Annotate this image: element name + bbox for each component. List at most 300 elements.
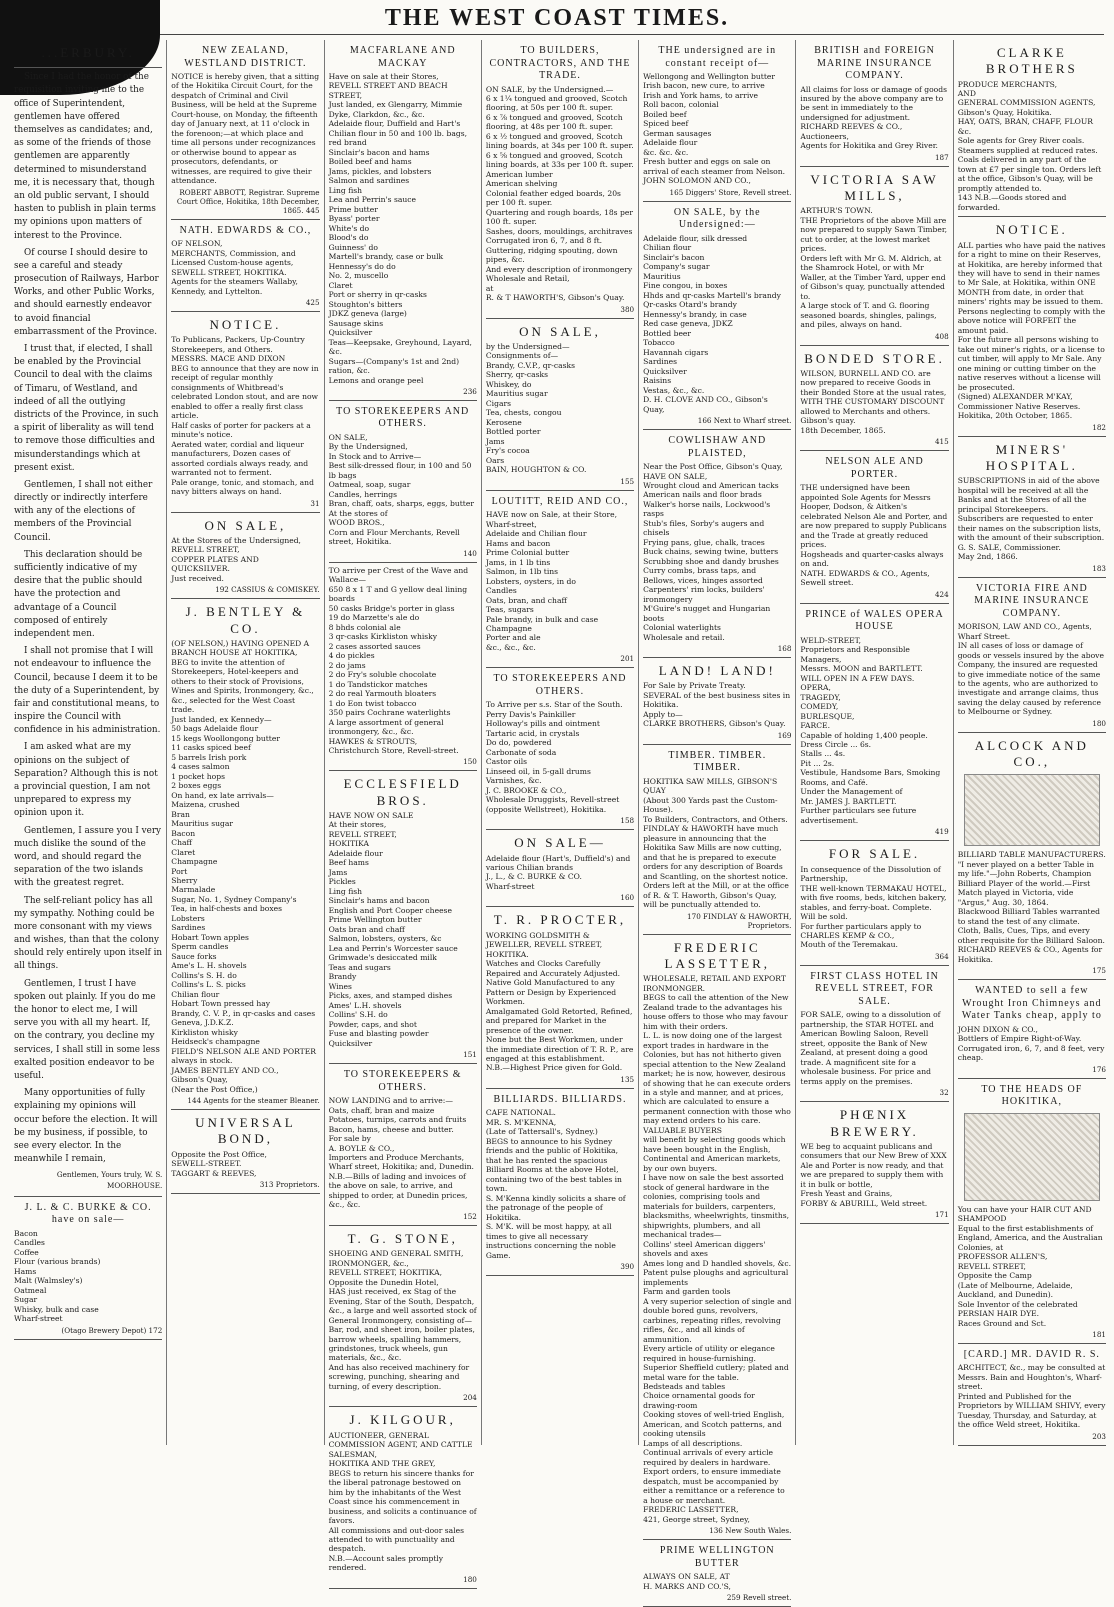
ad-line: FREDERIC LASSETTER, (643, 1505, 739, 1515)
ad-line: N.B.—Bills of lading and invoices of the above on sale, to arrive, and shipped to order, at Dunedin prices, &c., &c. (328, 1171, 468, 1210)
ad-line: Lamps of all descriptions. (643, 1438, 743, 1448)
ad-signature: 380 (620, 304, 635, 314)
ad-signature: 259 Revell street. (726, 1593, 792, 1603)
ad-signature: 180 (463, 1574, 477, 1584)
ad-title: ON SALE, by the Undersigned:— (673, 206, 761, 231)
ad-line: Wholesale and Retail, (485, 274, 570, 284)
ad-line: Prime Wellington butter (328, 915, 422, 925)
ad-signature: 166 Next to Wharf street. (697, 416, 792, 426)
advertisement (486, 907, 634, 1089)
ad-line: Wrought cloud and American tacks (643, 480, 779, 490)
ad-line: Sashes, doors, mouldings, architraves (485, 226, 633, 236)
ad-line: Porter and ale (485, 633, 541, 643)
ad-title: ON SALE, (519, 323, 601, 339)
ad-line: Candles, herrings (328, 489, 398, 499)
ad-line: THE Proprietors of the above Mill are now prepared to supply Sawn Timber, cut to order, at the lowest market prices. (800, 215, 948, 254)
ad-signature: 203 (1092, 1431, 1106, 1441)
ad-line: Lea and Perrin's Worcester sauce (328, 943, 458, 953)
advertisement (800, 841, 948, 966)
advertisement (171, 599, 319, 1110)
ad-line: Ame's L. H. shovels (171, 961, 247, 971)
ad-title: ALCOCK AND CO., (974, 737, 1089, 770)
ad-line: BRANCH HOUSE AT HOKITIKA, (171, 648, 298, 658)
advertisement (329, 771, 477, 1064)
ad-line: Proprietors and Responsible Managers, (800, 645, 910, 664)
ad-line: 6 x 1¼ tongued and grooved, Scotch flooring, at 50s per 100 ft. super. (485, 93, 628, 113)
ad-line: VALUABLE BUYERS (643, 1125, 722, 1135)
advertisement (958, 980, 1106, 1078)
billiard-engraving (964, 774, 1100, 846)
ad-signature: 135 (620, 1074, 635, 1084)
ad-line: Chilian flour (171, 989, 220, 999)
advertisement (958, 40, 1106, 217)
ad-line: Bottled porter (485, 427, 541, 437)
ad-line: Chilian flour (643, 243, 692, 253)
ad-line: American lumber (485, 169, 553, 179)
advertisement (171, 220, 319, 312)
ad-title: ON SALE— (514, 835, 606, 851)
advertisement (643, 1540, 791, 1607)
ad-line: Brandy, C. V. P., in qr-casks and cases (171, 1008, 316, 1018)
ad-line: 143 N.B.—Goods stored and forwarded. (957, 193, 1067, 212)
ad-title: ON SALE, (204, 517, 287, 533)
ad-line: will benefit by selecting goods which have been bought in the English, Continental and American markets, by our own buyers. (643, 1135, 786, 1173)
ad-line: A large assortment of general ironmongery, &c., &c. (328, 717, 444, 737)
ad-title: UNIVERSAL BOND, (195, 1115, 296, 1147)
ad-line: 4 do pickles (328, 651, 375, 661)
ad-line: Bedsteads and tables (643, 1382, 726, 1391)
ad-line: Martell's brandy, case or bulk (328, 252, 444, 262)
ad-signature: 415 (934, 437, 949, 447)
ad-signature: 313 Proprietors. (259, 1180, 320, 1190)
ad-line: 2 do real Yarmouth bloaters (328, 689, 437, 699)
ad-line: FINDLAY & HAWORTH have much pleasure in announcing that the Hokitika Saw Mills are now cutting, and that he is prepared to execute orders for any description of Boards and Scantling, on the shortest notice. (643, 824, 788, 881)
ad-signature: 31 (310, 498, 320, 508)
ad-title: FREDERIC LASSETTER, (664, 939, 770, 971)
ad-line: 1 do Eon twist tobacco (328, 698, 417, 708)
ad-line: 15 kegs Woollongong butter (171, 733, 280, 743)
advertisement (958, 1344, 1106, 1446)
ad-line: Steamers supplied at reduced rates. Coals delivered in any part of the town at £7 per single ton. Orders left at the office, Gibson's Quay, will be promptly attended to. (957, 145, 1102, 193)
ad-line: R. & T HAWORTH'S, Gibson's Quay. (485, 293, 625, 303)
ad-line: TAGGART & REEVES, (171, 1168, 257, 1178)
ad-line: FORBY & ABURILL, Weld street. (800, 1198, 928, 1208)
ad-signature: 152 (463, 1211, 477, 1221)
ad-line: Cooking stoves of well-tried English, American, and Scotch patterns, and cooking utensils (643, 1410, 785, 1439)
ad-line: Since I had the honor of the requisition inviting me to the office of Superintendent, gentlemen have offered themselves as candidates; and, as some of the friends of those gentlemen are apparently determined to misunderstand me, it is necessary that, though an old public servant, I should hasten to publish in plain terms my opinions upon matters of interest to the Province. (14, 72, 156, 241)
ad-line: RICHARD REEVES & CO., Auctioneers, (800, 122, 903, 141)
advertisement (171, 312, 319, 512)
ad-line: Export orders, to ensure immediate despatch, must be accompanied by either a remittance or a reference to a house or merchant. (643, 1467, 785, 1505)
ad-line: Colonial waterlights (643, 623, 721, 633)
ad-line: (Late of Tattersall's, Sydney.) (485, 1127, 598, 1137)
ad-line: At their stores, (328, 820, 387, 830)
ad-line: Wharf-street (485, 881, 535, 891)
ad-signature: 390 (620, 1262, 635, 1272)
ad-line: Christchurch Store, Revell-street. (328, 746, 459, 755)
ad-line: Adelaide flour (643, 138, 698, 148)
ad-line: 11 casks spiced beef (171, 743, 251, 753)
ad-line: Of course I should desire to see a careful and steady prosecution of Railways, Harbor Works, and other Public Works, and should earnestly endeavor to avoid financial embarrassment of the Province. (14, 247, 159, 337)
ad-title: NOTICE. (995, 222, 1068, 238)
ad-title: MINERS' HOSPITAL. (985, 441, 1078, 473)
ad-line: Tobacco (643, 338, 675, 348)
advertisement (486, 668, 634, 830)
ad-line: BILLIARD TABLE MANUFACTURERS. (957, 850, 1106, 860)
ad-line: WHOLESALE, RETAIL AND EXPORT IRONMONGER. (643, 974, 786, 993)
ad-line: Fine congou, in boxes (643, 281, 728, 291)
ad-line: CHARLES KEMP & CO., (800, 930, 895, 940)
ad-signature: 175 (1092, 966, 1106, 976)
ad-signature: 160 (620, 893, 635, 903)
ad-line: Just landed, ex Kennedy— (171, 714, 272, 724)
ad-line: This declaration should be sufficiently indicative of my desire that the public should have the protection and advantage of a Council composed of entirely independent men. (14, 549, 143, 639)
ad-line: Sardines (171, 923, 206, 933)
ad-line: OF NELSON, (171, 239, 223, 249)
advertisement (486, 40, 634, 319)
ad-line: HOKITIKA SAW MILLS, GIBSON'S QUAY (643, 776, 778, 796)
ad-line: Irish bacon, new cure, to arrive (643, 81, 765, 91)
ad-line: HAVE NOW ON SALE (328, 810, 414, 820)
ad-line: A. BOYLE & CO., (328, 1143, 395, 1153)
ad-line: BEGS to announce to his Sydney friends and the public of Hokitika, that he has rented the spacious Billiard Rooms at the above Hotel, containing two of the best tables in town. (485, 1136, 622, 1194)
advertisement (329, 1226, 477, 1408)
ad-signature: 182 (1092, 422, 1106, 432)
column-3 (325, 40, 482, 1584)
ad-line: FOR SALE, owing to a dissolution of partnership, the STAR HOTEL and American Bowling Saloon, Revell street, opposite the Bank of New Zealand, at present doing a good trade. A magnificent site for a wholesale business. For price and terms apply on the premises. (800, 1010, 941, 1086)
ad-title: PRINCE of WALES OPERA HOUSE (805, 608, 944, 633)
ad-signature: 183 (1092, 563, 1106, 573)
advertisement (800, 40, 948, 167)
ad-line: WE beg to acquaint publicans and consumers that our New Brew of XXX Ale and Porter is now ready, and that we are prepared to supply them with it in bulk or bottle, (800, 1141, 947, 1189)
ad-line: Flour (various brands) (14, 1257, 101, 1267)
ad-line: Vestibule, Handsome Bars, Smoking Rooms, and Café. (800, 768, 941, 787)
ad-line: WOOD BROS., (328, 518, 385, 528)
ad-line: Blackwood Billiard Tables warranted to stand the test of any climate. (957, 907, 1100, 926)
ad-line: To Builders, Contractors, and Others. (643, 814, 788, 824)
ad-signature: 187 (934, 152, 949, 162)
ad-line: Capable of holding 1,400 people. (800, 730, 928, 740)
ad-line: Bellows, vices, hinges assorted (643, 575, 763, 585)
ad-line: 350 pairs Cochrane waterlights (328, 708, 451, 718)
ad-line: Oars (485, 455, 505, 465)
ad-line: Tartaric acid, in crystals (485, 728, 580, 738)
ad-line: American shelving (485, 179, 558, 189)
ad-title: TO BUILDERS, CONTRACTORS, AND THE TRADE. (489, 45, 631, 81)
ad-line: 4 cases salmon (171, 762, 230, 772)
ad-line: SEVERAL of the best business sites in Hokitika. (643, 690, 791, 710)
ad-line: NATH. EDWARDS & CO., Agents, Sewell street. (800, 568, 930, 588)
ad-line: Mauritius sugar (171, 819, 234, 829)
ad-title: PRIME WELLINGTON BUTTER (659, 1545, 775, 1569)
ad-line: Heidseck's champagne (171, 1037, 260, 1047)
column-1 (10, 40, 167, 1445)
advertisement (643, 40, 791, 202)
ad-signature: 168 (777, 644, 792, 654)
ad-line: Sherry, qr-casks (485, 370, 549, 380)
ad-line: Prime Colonial butter (485, 548, 570, 558)
ad-signature: (Otago Brewery Depot) 172 (61, 1325, 163, 1335)
ad-signature: 364 (934, 951, 949, 961)
advertisement (329, 1407, 477, 1589)
ad-line: Kerosene (485, 417, 522, 427)
advertisement (171, 513, 319, 600)
ad-line: Coffee (14, 1247, 39, 1257)
ad-line: Opposite the Dunedin Hotel, (328, 1277, 439, 1287)
ad-line: Persons neglecting to comply with the above notice will FORFEIT the amount paid. (957, 306, 1106, 335)
ad-line: Maizena, crushed (171, 800, 240, 810)
ad-line: COPPER PLATES AND QUICKSILVER. (171, 554, 259, 574)
ad-signature: 136 New South Wales. (709, 1526, 792, 1536)
ad-line: 50 casks Bridge's porter in glass (328, 603, 455, 613)
ad-line: G. S. SALE, Commissioner. (957, 542, 1061, 552)
ad-line: BEGS to call the attention of the New Zealand trade to the advantages his house offers to those who may favour him with their orders. (643, 993, 789, 1031)
ad-signature: 408 (934, 331, 949, 341)
ad-line: Stub's files, Sorby's augers and chisels (643, 518, 765, 538)
ad-line: Stalls ... 4s. (800, 749, 846, 759)
ad-line: Havannah cigars (643, 347, 709, 357)
ad-line: In Stock and to Arrive— (328, 451, 422, 461)
ad-line: For further particulars apply to (800, 921, 922, 931)
ad-line: M'Guire's nugget and Hungarian boots (643, 604, 771, 623)
advertisement (800, 1102, 948, 1224)
ad-line: To Publicans, Packers, Up-Country Storekeepers, and Others. (171, 335, 305, 354)
ad-line: Tea, in half-chests and boxes (171, 904, 282, 914)
ad-signature: 192 CASSIUS & COMISKEY. (215, 585, 320, 595)
ad-line: I have now on sale the best assorted stock of general hardware in the colonies, comprising tools and materials for builders, carpenters, blacksmiths, wheelwrights, tinsmiths, shipwrights, plumbers, and all mechanical trades— (643, 1173, 790, 1240)
ad-line: Superior Sheffield cutlery; plated and metal ware for the table. (643, 1363, 789, 1382)
ad-line: Equal to the first establishments of England, America, and the Australian Colonies, at (957, 1223, 1103, 1252)
ad-line: Grimwade's desiccated milk (328, 953, 437, 963)
ad-line: Hhds and qr-casks Martell's brandy (643, 290, 781, 300)
ad-title: VICTORIA SAW MILLS, (810, 171, 939, 204)
column-5 (639, 40, 796, 1603)
ad-line: S. M'Kenna kindly solicits a share of the patronage of the people of Hokitika. (485, 1193, 626, 1222)
ad-line: ALWAYS ON SALE, AT (643, 1572, 730, 1582)
ad-line: Near the Post Office, Gibson's Quay, (643, 462, 783, 472)
ad-line: Scrubbing shoe and dandy brushes (643, 556, 779, 566)
ad-line: Whisky, bulk and case (14, 1304, 99, 1314)
ad-line: Hams and bacon (485, 538, 551, 548)
ad-line: Teas, sugars (485, 605, 534, 615)
ad-signature: 236 (463, 386, 477, 396)
ad-line: For the future all persons wishing to take out miner's rights, or a license to cut timber, will apply to Mr Sale. Any one mining or cutting timber on the native reserves without a license will be prosecuted. (957, 335, 1105, 392)
ad-line: Spiced beef (643, 119, 689, 129)
ad-line: Lea and Perrin's sauce (328, 195, 417, 205)
ad-line: Opposite the Camp (957, 1271, 1032, 1281)
ad-line: REVELL STREET, HOKITIKA, (328, 1268, 443, 1278)
ad-signature: 419 (934, 827, 949, 837)
ad-title: BONDED STORE. (804, 350, 945, 366)
ad-signature: 140 (463, 548, 477, 558)
ad-line: Oatmeal (14, 1285, 47, 1295)
ad-title: WANTED to sell a few Wrought Iron Chimneys and Water Tanks cheap, apply to (961, 985, 1102, 1022)
ad-line: On hand, ex late arrivals— (171, 790, 274, 800)
ad-title: TIMBER. TIMBER. TIMBER. (668, 749, 767, 774)
advertisement (958, 217, 1106, 436)
ad-line: Fry's cocoa (485, 446, 530, 456)
ad-line: 6 x ⅞ tongued and grooved, Scotch flooring, at 48s per 100 ft. super. (485, 112, 623, 132)
ad-signature: 155 (620, 476, 635, 486)
ad-line: Hobart Town pressed hay (171, 999, 271, 1009)
advertisement (958, 437, 1106, 578)
advertisement (329, 563, 477, 772)
barber-engraving (964, 1113, 1100, 1201)
ad-line: JDKZ geneva (large) (328, 309, 407, 319)
ad-line: Perry Davis's Painkiller (485, 709, 576, 719)
ad-line: Oats bran and chaff (328, 924, 405, 934)
ad-line: Brandy, C.V.P., qr-casks (485, 360, 576, 370)
ad-line: Fuse and blasting powder (328, 1029, 429, 1039)
ad-line: Jams, pickles, and lobsters (328, 166, 432, 176)
advertisement (800, 167, 948, 346)
ad-signature: 32 (939, 1088, 949, 1098)
ad-line: Raisins (643, 376, 672, 386)
ad-line: No. 2, muscello (328, 271, 389, 281)
ad-line: PROFESSOR ALLEN'S, (957, 1252, 1048, 1262)
ad-line: Half casks of porter for packers at a minute's notice. (171, 420, 311, 440)
ad-line: Quicksilver (328, 328, 373, 338)
ad-line: Ames long and D handled shovels, &c. (643, 1258, 792, 1268)
ad-line: Ames' L.H. shovels (328, 1000, 402, 1010)
ad-line: At the stores of (328, 508, 388, 518)
ad-line: 6 x ½ tongued and grooved, Scotch lining boards, at 34s per 100 ft. super. (485, 131, 634, 151)
ad-line: 5 barrels Irish pork (171, 752, 247, 762)
ad-line: Holloway's pills and ointment (485, 719, 600, 729)
ad-line: RICHARD REEVES & CO., Agents for Hokitika. (957, 945, 1103, 964)
ad-line: Sinclair's bacon (643, 252, 705, 262)
advertisement (486, 830, 634, 907)
advertisement (643, 430, 791, 658)
ad-line: Many opportunities of fully explaining my opinions will occur before the election. It will be my business, if possible, to see every elector. In the meanwhile I remain, (14, 1088, 158, 1165)
advertisement (958, 578, 1106, 733)
ad-line: Agents for the steamers Wallaby, Kennedy, and Lyttelton. (171, 277, 298, 296)
ad-line: 2 do Fry's soluble chocolate (328, 670, 437, 680)
ad-title: FIRST CLASS HOTEL IN REVELL STREET, FOR SALE. (810, 970, 939, 1007)
ad-line: Fresh Yeast and Grains, (800, 1189, 893, 1199)
ad-line: 2 cases assorted sauces (328, 641, 421, 651)
ad-line: Adelaide flour, silk dressed (643, 233, 748, 243)
ad-line: Hobart Town apples (171, 932, 249, 942)
ad-line: WILL OPEN IN A FEW DAYS. (800, 673, 915, 683)
ad-line: Wines (328, 981, 352, 991)
advertisement (171, 1110, 319, 1194)
ad-signature: 171 (934, 1210, 949, 1220)
ad-title: [CARD.] MR. DAVID R. S. (963, 1348, 1100, 1360)
ad-line: Subscribers are requested to enter their names on the subscription lists, with the amount of their subscription. (957, 514, 1105, 543)
ad-line: OPERA, (800, 683, 831, 693)
ad-line: (Near the Post Office,) (171, 1084, 258, 1094)
advertisement (958, 1079, 1106, 1344)
ad-line: Port (171, 866, 188, 876)
ad-line: MESSRS. MACE AND DIXON (171, 354, 286, 364)
ad-line: Pale orange, tonic, and stomach, and navy bitters always on hand. (171, 477, 314, 497)
newspaper-title: THE WEST COAST TIMES. (384, 5, 730, 31)
ad-line: Ling fish (328, 185, 363, 195)
ad-line: CLARKE BROTHERS, Gibson's Quay. (643, 719, 786, 729)
ad-title: TO THE HEADS OF HOKITIKA, (981, 1083, 1083, 1108)
masthead-rule (20, 34, 1104, 35)
ad-signature: 425 (305, 298, 320, 308)
ad-line: Carbonate of soda (485, 747, 557, 757)
ad-line: HOKITIKA (328, 839, 369, 849)
ad-signature: Gentlemen, Yours truly, W. S. MOORHOUSE. (56, 1170, 163, 1191)
ad-title: TO STOREKEEPERS AND OTHERS. (493, 673, 627, 697)
ad-signature: 201 (620, 654, 635, 664)
ad-line: (OF NELSON,) HAVING OPENED A (171, 638, 310, 648)
ad-line: H. MARKS AND CO.'S, (643, 1581, 731, 1591)
ad-line: "I never played on a better Table in my life."—John Roberts, Champion Billiard Player of the world.—First Match played in Victoria, vide "Argus," Aug. 30, 1864. (957, 859, 1095, 907)
ad-title: J. L. & C. BURKE & CO. have on sale— (24, 1201, 152, 1226)
ad-line: For Sale by Private Treaty. (643, 681, 746, 691)
ad-line: Sausage skins (328, 318, 384, 328)
ad-line: At the Stores of the Undersigned, (171, 535, 301, 545)
ad-line: Irish and York hams, to arrive (643, 90, 759, 100)
ad-line: Consignments of— (485, 351, 559, 361)
advertisement (643, 202, 791, 430)
ad-line: Hennessy's brandy, in case (643, 309, 747, 319)
ad-line: (About 300 Yards past the Custom-House). (643, 795, 778, 815)
ad-line: Tea, chests, congou (485, 408, 562, 418)
ad-line: Wholesale and retail. (643, 632, 725, 642)
ad-line: Curry combs, brass taps, and (643, 566, 757, 576)
ad-line: Agents for Hokitika and Grey River. (800, 141, 938, 151)
ad-line: BURLESQUE, (800, 711, 855, 721)
ad-line: Have on sale at their Stores, (328, 72, 439, 81)
ad-line: All claims for loss or damage of goods insured by the above company are to be sent in immediately to the undersigned for adjustment. (800, 84, 948, 122)
ad-line: IN all cases of loss or damage of goods or vessels insured by the above Company, the insured are requested to give immediate notice of the same to the agents, who are authorized to investigate and arrange claims, thus saving the delay caused by reference to Melbourne or Sydney. (957, 641, 1104, 717)
ad-line: AUCTIONEER, GENERAL COMMISSION AGENT, AND CATTLE SALESMAN, (328, 1430, 473, 1459)
ad-line: Farm and garden tools (643, 1287, 731, 1297)
ad-line: Champagne (485, 623, 532, 633)
ad-line: Bran, chaff, oats, sharps, eggs, butter (328, 499, 474, 509)
ad-line: REVELL STREET, (171, 545, 240, 555)
ad-line: Marmalade (171, 885, 216, 895)
ad-line: Teas—Keepsake, Greyhound, Layard, &c. (328, 337, 472, 357)
ad-line: And has also received machinery for screwing, punching, shearing and turning, of every description. (328, 1362, 470, 1391)
ad-line: BEGS to return his sincere thanks for the liberal patronage bestowed on him by the inhabitants of the West Coast since his commencement in business, and solicits a continuance of favors. (328, 1468, 477, 1526)
ad-signature: 170 FINDLAY & HAWORTH, Proprietors. (687, 911, 792, 930)
ad-line: THE well-known TERMAKAU HOTEL, with five rooms, beds, kitchen bakery, stables, and ferry-boat. Complete. Will be sold. (800, 883, 947, 922)
ad-line: 421, George street, Sydney, (643, 1514, 750, 1524)
ad-line: I am asked what are my opinions on the subject of Separation? Although this is not a provincial question, I am not unprepared to express my opinion upon it. (14, 742, 158, 819)
ad-line: Kirkliston whisky (171, 1027, 238, 1037)
advertisement (800, 451, 948, 603)
ad-title: LOUTITT, REID AND CO., (491, 495, 629, 507)
ad-title: BILLIARDS. BILLIARDS. (493, 1093, 627, 1105)
ad-line: Bran (171, 809, 190, 819)
ad-line: &c. &c. &c. (643, 147, 689, 157)
ad-title: ...ERBURY. (41, 45, 135, 60)
ad-line: Races Ground and Sct. (957, 1318, 1047, 1328)
ad-line: COMEDY, (800, 702, 839, 712)
ad-line: Sauce forks (171, 951, 217, 961)
ad-line: Sugar, No. 1, Sydney Company's (171, 894, 297, 904)
ad-line: WITH THE CUSTOMARY DISCOUNT allowed to Merchants and others. (800, 397, 945, 416)
ad-line: SHOEING AND GENERAL SMITH, IRONMONGER, &c., (328, 1249, 464, 1268)
ad-line: &c., &c., &c. (485, 642, 536, 652)
ad-line: In consequence of the Dissolution of Partnership, (800, 864, 941, 884)
ad-line: Sole agents for Grey River coals. (957, 136, 1085, 146)
ad-line: And every description of ironmongery (485, 264, 633, 274)
ad-line: Jams (485, 436, 505, 446)
advertisement (329, 1064, 477, 1226)
ad-line: Corrugated iron 6, 7, and 8 ft. (485, 236, 603, 246)
advertisement (958, 733, 1106, 980)
advertisement (800, 966, 948, 1102)
ad-line: Opposite the Post Office, (171, 1149, 267, 1159)
ad-title: TO STOREKEEPERS & OTHERS. (343, 1069, 462, 1093)
